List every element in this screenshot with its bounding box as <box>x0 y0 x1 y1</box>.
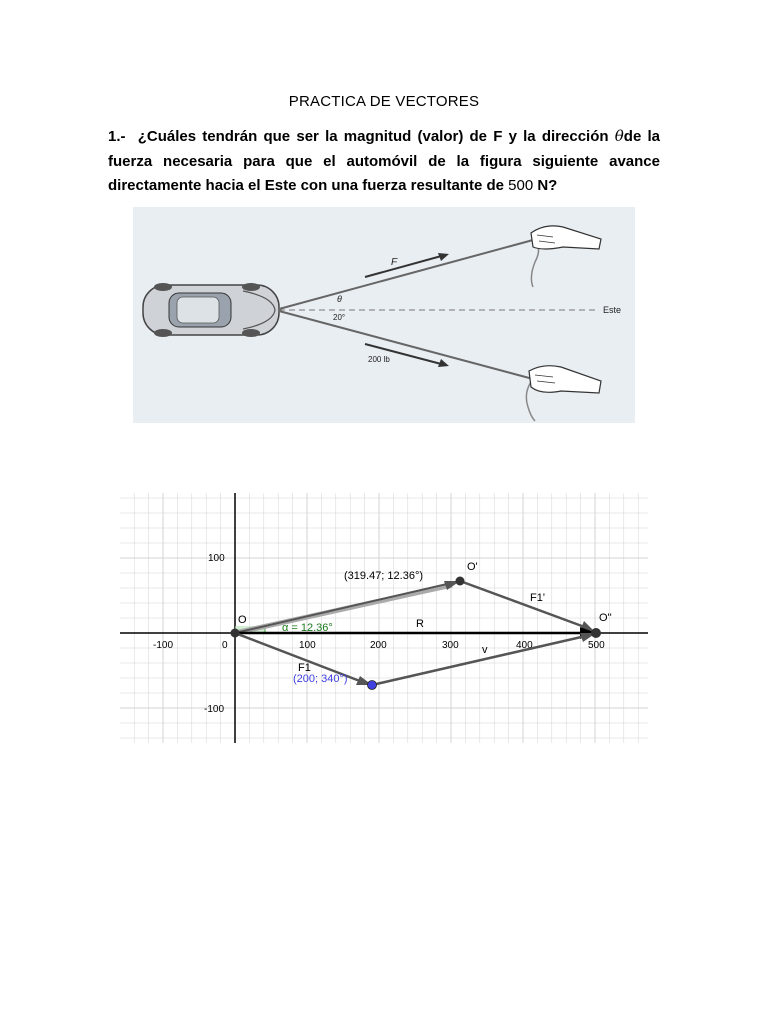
label-o-prime: O' <box>467 561 478 573</box>
car-illustration <box>143 283 279 337</box>
x-tick-400: 400 <box>516 640 533 651</box>
x-tick-neg100: -100 <box>153 640 174 651</box>
y-tick-100: 100 <box>208 553 225 564</box>
vector-f1-prime <box>460 581 596 633</box>
label-r: R <box>416 618 424 630</box>
rope-200lb <box>279 311 533 379</box>
x-tick-100: 100 <box>299 640 316 651</box>
page-title: PRACTICA DE VECTORES <box>288 93 480 110</box>
arrow-f <box>365 255 445 277</box>
vector-graph-svg <box>120 493 648 743</box>
label-theta: θ <box>337 294 342 304</box>
x-tick-0: 0 <box>222 640 228 651</box>
question-text-2: de la fuerza necesaria para que el automóvil de la figura siguiente avance directamente hacia el Este con una fuerza resultante de <box>108 128 660 194</box>
question-magnitude: 500 <box>508 177 534 194</box>
label-v: v <box>482 644 488 656</box>
label-point-o-prime: (319.47; 12.36°) <box>344 570 424 582</box>
car-diagram-svg <box>133 207 635 423</box>
label-f: F <box>391 257 398 268</box>
question-text-1: ¿Cuáles tendrán que ser la magnitud (valor) de F y la dirección <box>137 128 615 145</box>
point-o-prime <box>456 577 465 586</box>
point-f1-end <box>368 681 377 690</box>
theta-symbol: θ <box>614 127 624 145</box>
rope-f <box>279 240 533 309</box>
vector-f1-prime-top <box>235 581 460 633</box>
question-number: 1.- <box>108 128 126 145</box>
hand-upper-icon <box>531 226 601 249</box>
label-f1: F1 <box>298 662 311 674</box>
label-o-double-prime: O'' <box>599 612 612 624</box>
label-east: Este <box>603 305 622 315</box>
point-o-double-prime <box>591 628 601 638</box>
vector-graph <box>120 493 648 743</box>
y-tick-neg100: -100 <box>204 704 225 715</box>
point-o <box>231 629 240 638</box>
x-tick-500: 500 <box>588 640 605 651</box>
label-200lb: 200 lb <box>368 355 390 364</box>
label-20deg: 20° <box>333 313 346 322</box>
label-o: O <box>238 614 247 626</box>
question-text-3: N? <box>533 177 558 194</box>
question-1 <box>108 124 660 199</box>
car-diagram <box>133 207 635 423</box>
x-tick-300: 300 <box>442 640 459 651</box>
x-tick-200: 200 <box>370 640 387 651</box>
label-alpha: α = 12.36° <box>282 622 333 634</box>
grid-lines <box>120 493 648 743</box>
label-point-f1: (200; 340°) <box>293 673 348 685</box>
label-f1-prime: F1' <box>530 592 545 604</box>
hand-lower-icon <box>529 366 601 393</box>
vector-v <box>372 633 596 685</box>
